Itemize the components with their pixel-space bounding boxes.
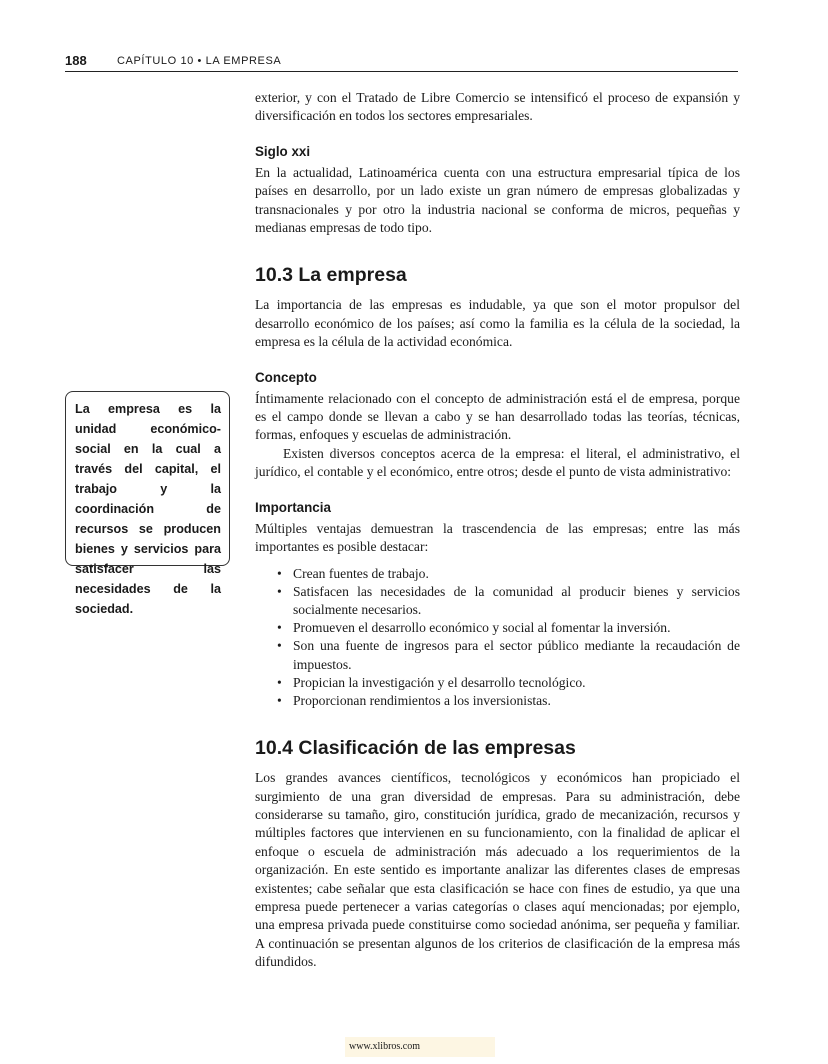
list-item-text: Proporcionan rendimientos a los inversionistas.: [293, 692, 551, 708]
intro-paragraph: exterior, y con el Tratado de Libre Comercio se intensificó el proceso de expansión y diversificación en todos los sectores empresariales.: [255, 90, 740, 124]
sidebox-text: La empresa es la unidad económico-social en la cual a través del capital, el trabajo y la coordinación de recursos se producen bienes y servicios para satisfacer las necesidades de la sociedad.: [75, 402, 221, 616]
page-header: [65, 53, 738, 72]
bullet-icon: •: [277, 638, 282, 654]
page-number: 188: [65, 53, 87, 68]
bullet-icon: •: [277, 674, 282, 690]
list-item-text: Crean fuentes de trabajo.: [293, 565, 429, 581]
bullet-icon: •: [277, 565, 282, 581]
siglo-heading: Siglo xxi: [255, 143, 311, 159]
list-item: [273, 637, 740, 673]
bullet-icon: •: [277, 583, 282, 599]
running-head: CAPÍTULO 10 • LA EMPRESA: [117, 55, 282, 67]
list-item-text: Propician la investigación y el desarrollo tecnológico.: [293, 674, 586, 690]
section-10-4-paragraph: Los grandes avances científicos, tecnológicos y económicos han propiciado el surgimiento de una gran diversidad de empresas. Para su administración, debe considerarse su tamaño, giro, constitución jurídica, grado de mecanización, recursos y múltiples factores que intervienen en su funcionamiento, con la finalidad de aplicar el enfoque o escuela de administración más adecuado a los requerimientos de la organización. En este sentido es importante analizar las diferentes clases de empresas existentes; cabe señalar que esta clasificación se hace con fines de estudio, ya que una empresa puede pertenecer a varias categorías o clases aquí mencionadas; por ejemplo, una empresa privada puede constituirse como sociedad anónima, ser pequeña y familiar. A continuación se presentan algunos de los criterios de clasificación de la empresa más difundidos.: [255, 770, 740, 970]
list-item-text: Promueven el desarrollo económico y social al fomentar la inversión.: [293, 620, 671, 636]
footer-url: www.xlibros.com: [345, 1037, 495, 1057]
list-item-text: Satisfacen las necesidades de la comunidad al producir bienes y servicios socialmente necesarios.: [293, 583, 740, 617]
list-item: [273, 692, 740, 710]
importancia-list: [255, 565, 740, 711]
bullet-icon: •: [277, 692, 282, 708]
bullet-icon: •: [277, 620, 282, 636]
definition-sidebox: [65, 391, 230, 616]
concepto-paragraph-1: Íntimamente relacionado con el concepto de administración está el de empresa, porque es el campo donde se llevan a cabo y se han desarrollado todas las teorías, técnicas, formas, enfoques y escuelas de administración.: [255, 390, 740, 443]
section-10-4-title: 10.4 Clasificación de las empresas: [255, 737, 576, 760]
siglo-paragraph: En la actualidad, Latinoamérica cuenta con una estructura empresarial típica de los países en desarrollo, por un lado existe un gran número de empresas globalizadas y transnacionales y por otro la industria nacional se conforma de micros, pequeñas y medianas empresas de todo tipo.: [255, 164, 740, 236]
list-item: [273, 565, 740, 583]
concepto-heading: Concepto: [255, 369, 317, 385]
list-item: [273, 619, 740, 637]
section-10-3-title: 10.3 La empresa: [255, 264, 407, 287]
importancia-paragraph: Múltiples ventajas demuestran la trascendencia de las empresas; entre las más importantes es posible destacar:: [255, 520, 740, 555]
importancia-heading: Importancia: [255, 499, 331, 515]
section-10-3-paragraph: La importancia de las empresas es indudable, ya que son el motor propulsor del desarrollo económico de los países; así como la familia es la célula de la sociedad, la empresa es la célula de la actividad económica.: [255, 297, 740, 350]
concepto-paragraph-2: Existen diversos conceptos acerca de la empresa: el literal, el administrativo, el jurídico, el contable y el económico, entre otros; desde el punto de vista administrativo:: [255, 445, 740, 480]
list-item: [273, 674, 740, 692]
list-item-text: Son una fuente de ingresos para el sector público mediante la recaudación de impuestos.: [293, 638, 740, 672]
main-content: [255, 89, 740, 972]
list-item: [273, 583, 740, 619]
